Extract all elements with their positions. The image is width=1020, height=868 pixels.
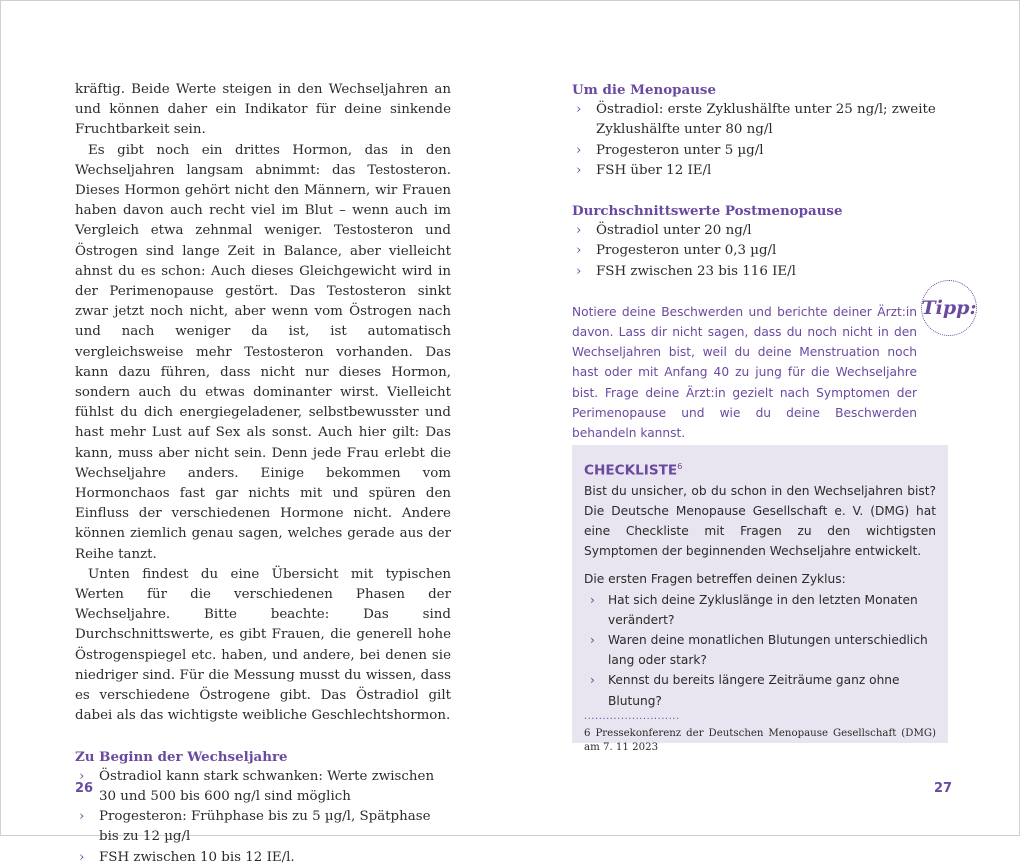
list-item: › Progesteron unter 5 µg/l [572,141,948,161]
footnote-divider: ·························· [584,713,680,725]
chevron-right-icon: › [576,223,582,239]
chevron-right-icon: › [576,162,582,178]
list-item: › FSH zwischen 23 bis 116 IE/l [572,262,948,282]
footnote-marker: 6 [677,462,683,471]
checklist-title: CHECKLISTE$^6$ [584,462,683,479]
list-item: › Kennst du bereits längere Zeiträume ganz ohne Blutung? [584,670,936,710]
list-item: › Östradiol kann stark schwanken: Werte zwischen 30 und 500 bis 600 ng/l sind möglich [79,768,435,804]
list-item: › Progesteron: Frühphase bis zu 5 µg/l, Spätphase bis zu 12 µg/l [79,809,431,845]
list-item: › Östradiol unter 20 ng/l [572,221,948,241]
section-title: Um die Menopause [572,82,716,98]
chevron-right-icon: › [79,768,85,784]
left-page [75,80,451,868]
question-list [584,590,936,711]
page-number-left: 26 [75,781,94,796]
paragraph: kräftig. Beide Werte steigen in den Wechseljahren an und können daher ein Indikator für deine sinkende Fruchtbarkeit sein. [75,82,451,138]
chevron-right-icon: › [576,243,582,259]
footnote: 6 Pressekonferenz der Deutschen Menopause Gesellschaft (DMG) am 7. 11 2023 [584,727,936,754]
chevron-right-icon: › [576,102,582,118]
page-number-right: 27 [934,781,953,796]
list-item: › FSH zwischen 10 bis 12 IE/l. [75,848,451,868]
value-list [572,221,948,282]
chevron-right-icon: › [576,263,582,279]
list-item: › Östradiol: erste Zyklushälfte unter 25 ng/l; zweite Zyklushälfte unter 80 ng/l [576,102,936,138]
list-item: › Progesteron unter 0,3 µg/l [572,241,948,261]
chevron-right-icon: › [590,673,595,688]
checklist-box [572,445,948,754]
right-page [572,80,948,443]
list-item: › Hat sich deine Zykluslänge in den letzten Monaten verändert? [584,590,936,630]
value-list [75,767,451,868]
paragraph: Es gibt noch ein drittes Hormon, das in den Wechseljahren langsam abnimmt: das Testosteron. Dieses Hormon gehört nicht den Männern, wir Frauen haben davon auch recht viel im Blut – wenn auch im Vergleich etwa zehnmal weniger. Testosteron und Östrogen sind lange Zeit in Balance, aber vielleicht ahnst du es schon: Auch dieses Gleichgewicht wird in der Perimenopause gestört. Das Testosteron sinkt zwar jetzt noch nicht, aber wenn vom Östrogen nach und nach weniger da ist, ist automatisch vergleichsweise mehr Testosteron vorhanden. Das kann dazu führen, dass nicht nur dieses Hormon, sondern auch du etwas dominanter wirst. Vielleicht fühlst du dich energiegeladener, selbstbewusster und hast mehr Lust auf Sex als sonst. Auch hier gilt: Das kann, muss aber nicht sein. Denn jede Frau erlebt die Wechseljahre anders. Einige bekommen vom Hormonchaos fast gar nichts mit und spüren den Einfluss der verschiedenen Hormone nicht. Andere können ziemlich genau sagen, welches gerade aus der Reihe tanzt. [75,142,451,562]
list-item: › Waren deine monatlichen Blutungen unterschiedlich lang oder stark? [584,630,936,670]
checklist-lead: Die ersten Fragen betreffen deinen Zyklus: [584,572,846,587]
section-title: Durchschnittswerte Postmenopause [572,203,843,220]
chevron-right-icon: › [590,592,595,607]
tip-text: Notiere deine Beschwerden und berichte deiner Ärzt:in davon. Lass dir nicht sagen, dass du noch nicht in den Wechseljahren bist, weil du deine Menstruation noch hast oder mit Anfang 40 zu jung für die Wechseljahre bist. Frage deine Ärzt:in gezielt nach Symptomen der Perimenopause und wie du deine Beschwerden behandeln kannst. [572,304,917,441]
section-title: Zu Beginn der Wechseljahre [75,748,288,765]
chevron-right-icon: › [576,142,582,158]
tip-badge: Tipp: [921,280,977,336]
list-item: › FSH über 12 IE/l [572,161,948,181]
chevron-right-icon: › [79,849,85,865]
chevron-right-icon: › [590,632,595,647]
value-list [572,100,948,181]
paragraph: Unten findest du eine Übersicht mit typischen Werten für die verschiedenen Phasen der Wechseljahre. Bitte beachte: Das sind Durchschnittswerte, es gibt Frauen, die generell hohe Östrogenspiegel etc. haben, und andere, bei denen sie niedriger sind. Für die Messung musst du wissen, dass es verschiedene Östrogene gibt. Das Östradiol gilt dabei als das wichtigste weibliche Geschlechtshormon. [75,566,451,724]
chevron-right-icon: › [79,809,85,825]
checklist-intro: Bist du unsicher, ob du schon in den Wechseljahren bist? Die Deutsche Menopause Gesellschaft e. V. (DMG) hat eine Checkliste mit Fragen zu den wichtigsten Symptomen der beginnenden Wechseljahre entwickelt. [584,483,936,559]
